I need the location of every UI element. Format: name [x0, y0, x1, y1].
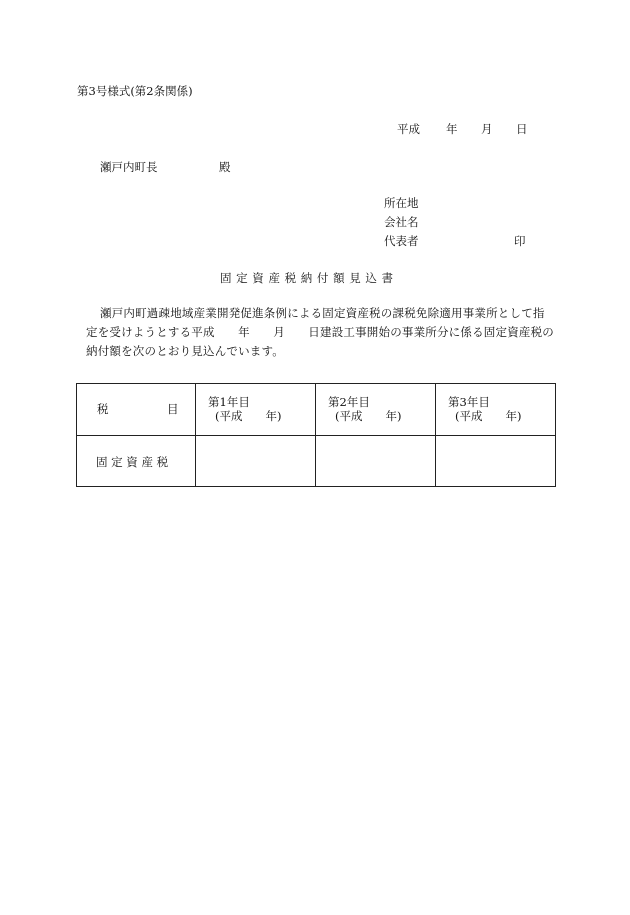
year2-label: 第2年目 [328, 395, 370, 409]
year1-era: (平成 年) [215, 409, 282, 423]
fixed-asset-tax-label: 固 定 資 産 税 [96, 455, 169, 469]
form-number: 第3号様式(第2条関係) [77, 84, 193, 98]
date-day: 日 [516, 122, 528, 136]
year3-value-cell[interactable] [436, 436, 556, 487]
date-month: 月 [481, 122, 493, 136]
date-year: 年 [446, 122, 458, 136]
document-title: 固 定 資 産 税 納 付 額 見 込 書 [220, 271, 394, 285]
body-paragraph: 瀬戸内町過疎地域産業開発促進条例による固定資産税の課税免除適用事業所として指定を受けようとする平成 年 月 日建設工事開始の事業所分に係る固定資産税の納付額を次のとおり見込んでいます。 [86, 306, 554, 358]
date-era: 平成 [397, 122, 420, 136]
table-row [77, 436, 556, 487]
tax-estimate-table [76, 383, 556, 487]
year3-era: (平成 年) [455, 409, 522, 423]
year2-header-cell [316, 384, 436, 436]
representative-label: 代表者 [384, 234, 419, 248]
year1-value-cell[interactable] [196, 436, 316, 487]
year3-label: 第3年目 [448, 395, 490, 409]
row-label-cell [77, 436, 196, 487]
table-header-row [77, 384, 556, 436]
seal-mark: 印 [514, 234, 526, 248]
tax-item-header-cell [77, 384, 196, 436]
company-label: 会社名 [384, 215, 419, 229]
tax-item-header-left: 税 [97, 402, 109, 416]
addressee-honorific: 殿 [219, 160, 231, 174]
address-label: 所在地 [384, 196, 419, 210]
year1-label: 第1年目 [208, 395, 250, 409]
year2-value-cell[interactable] [316, 436, 436, 487]
tax-item-header-right: 目 [167, 402, 179, 416]
year3-header-cell [436, 384, 556, 436]
year2-era: (平成 年) [335, 409, 402, 423]
addressee-name: 瀬戸内町長 [100, 160, 158, 174]
year1-header-cell [196, 384, 316, 436]
